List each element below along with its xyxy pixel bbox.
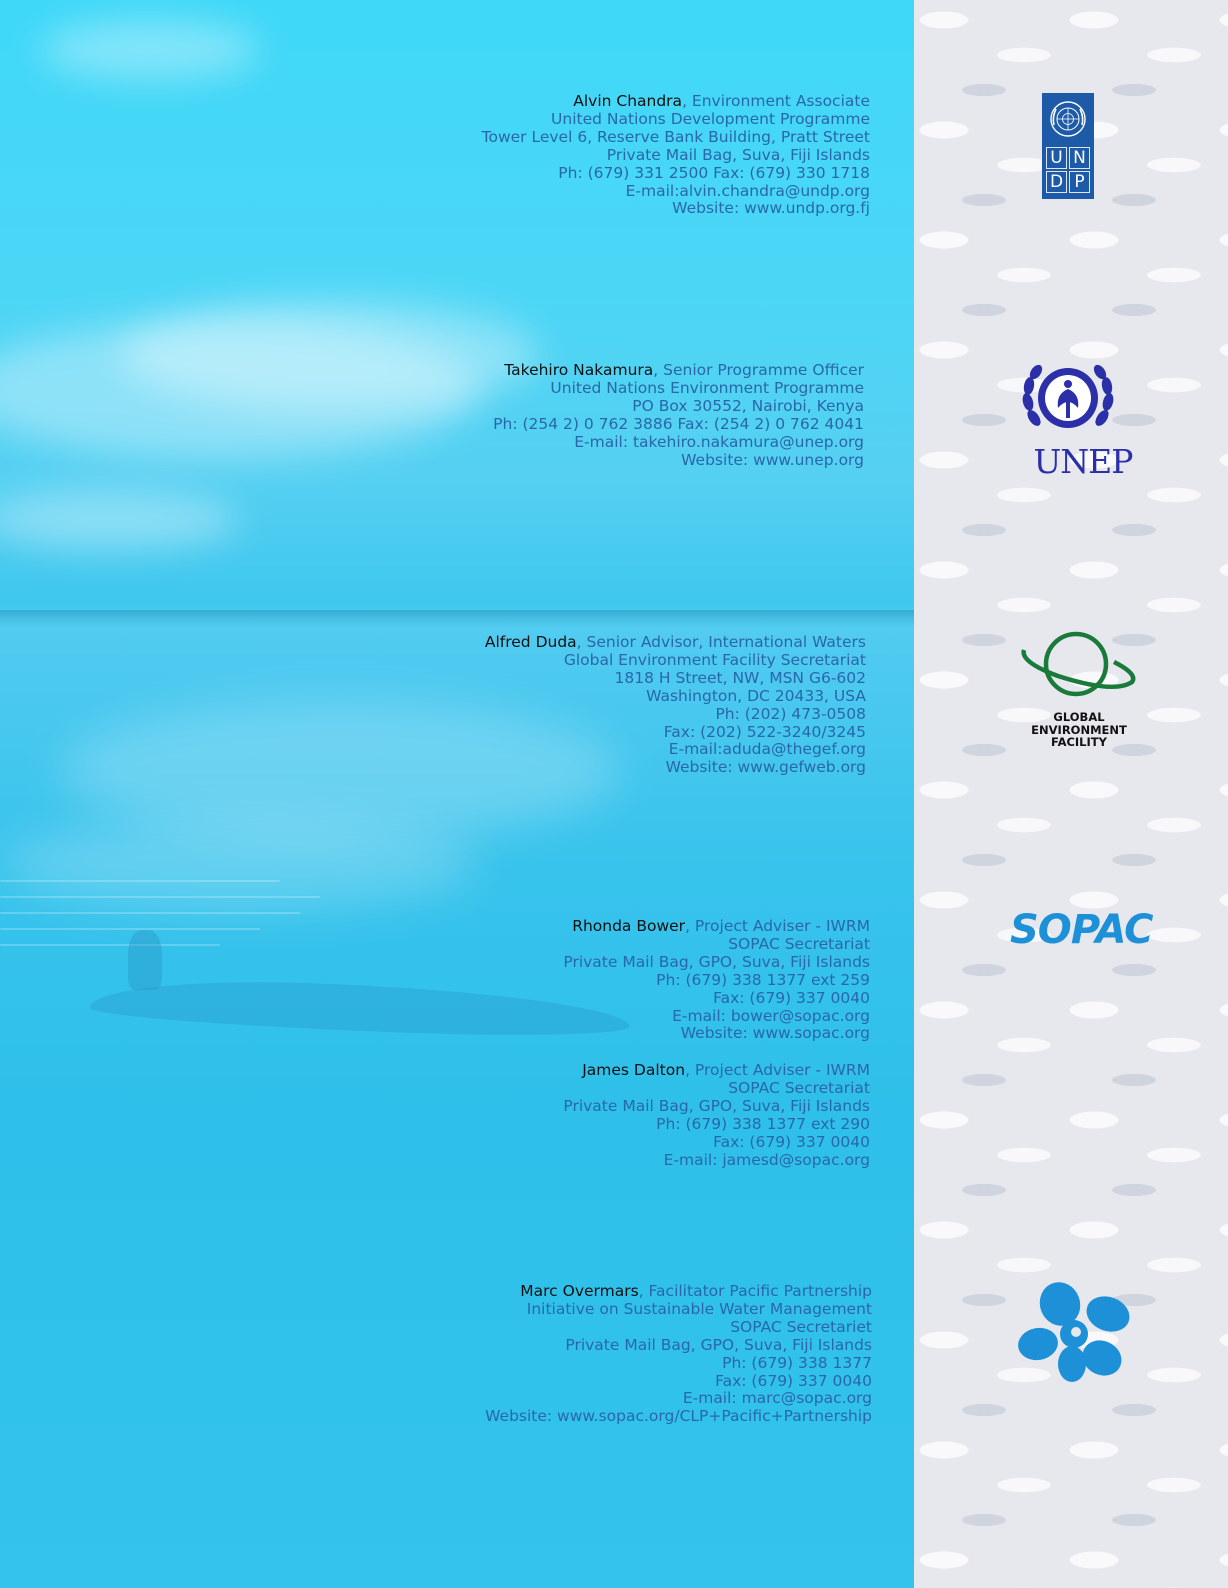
undp-logo <box>1042 93 1094 199</box>
contact-line: Ph: (679) 331 2500 Fax: (679) 330 1718 <box>558 163 870 182</box>
contact-title: , Facilitator Pacific Partnership <box>638 1282 872 1300</box>
contact-line: Initiative on Sustainable Water Management <box>526 1299 872 1318</box>
unep-laurel-icon <box>1018 358 1118 444</box>
contact-name: Rhonda Bower <box>572 917 686 935</box>
contact-website: Website: www.sopac.org/CLP+Pacific+Partnership <box>485 1407 872 1426</box>
contact-email: E-mail: bower@sopac.org <box>672 1006 870 1025</box>
unep-wordmark: UNEP <box>1033 442 1133 481</box>
contact-line: SOPAC Secretariat <box>728 1078 870 1097</box>
contact-line: Ph: (202) 473-0508 <box>715 704 866 723</box>
contact-website: Website: www.unep.org <box>681 450 864 469</box>
undp-letter-n: N <box>1069 147 1090 169</box>
contact-line: Global Environment Facility Secretariat <box>563 650 866 669</box>
four-petal-flower-icon <box>1018 1278 1136 1386</box>
contact-line: Private Mail Bag, GPO, Suva, Fiji Islands <box>565 1335 872 1354</box>
contact-block-gef <box>0 634 866 777</box>
contact-email: E-mail:alvin.chandra@undp.org <box>625 181 870 200</box>
contact-line: Private Mail Bag, GPO, Suva, Fiji Islands <box>563 952 870 971</box>
contact-heading <box>0 1283 872 1301</box>
gef-ringed-globe-icon <box>1018 628 1138 706</box>
undp-letter-p: P <box>1069 171 1090 193</box>
undp-letter-u: U <box>1046 147 1067 169</box>
contact-website: Website: www.undp.org.fj <box>672 199 870 218</box>
contact-line: 1818 H Street, NW, MSN G6-602 <box>614 668 866 687</box>
contact-line: Fax: (679) 337 0040 <box>715 1371 872 1390</box>
contact-email: E-mail:aduda@thegef.org <box>668 740 866 759</box>
contact-block-unep <box>0 362 864 469</box>
contact-line: Ph: (679) 338 1377 ext 259 <box>656 970 870 989</box>
contact-title: , Project Adviser - IWRM <box>685 917 870 935</box>
contact-line: Ph: (679) 338 1377 ext 290 <box>656 1114 870 1133</box>
contact-email: E-mail: jamesd@sopac.org <box>663 1150 870 1169</box>
gef-line-2: ENVIRONMENT <box>1031 722 1127 737</box>
contact-line: PO Box 30552, Nairobi, Kenya <box>632 396 864 415</box>
contact-name: Alfred Duda <box>484 633 577 651</box>
contact-website: Website: www.gefweb.org <box>665 758 866 777</box>
undp-letter-d: D <box>1046 171 1067 193</box>
contact-line: United Nations Development Programme <box>551 109 870 128</box>
contact-line: United Nations Environment Programme <box>550 378 864 397</box>
gef-line-1: GLOBAL <box>1053 710 1105 724</box>
contact-heading <box>0 1062 870 1080</box>
contact-title: , Senior Programme Officer <box>653 361 864 379</box>
contact-email: E-mail: marc@sopac.org <box>682 1389 872 1408</box>
contact-line: Private Mail Bag, GPO, Suva, Fiji Islands <box>563 1096 870 1115</box>
contact-block-pacific-partnership <box>0 1283 872 1426</box>
distant-shoreline <box>0 610 914 626</box>
contact-name: Alvin Chandra <box>573 92 683 110</box>
contact-line: Ph: (679) 338 1377 <box>722 1353 872 1372</box>
sopac-wordmark: SOPAC <box>1010 907 1153 953</box>
contact-line: Ph: (254 2) 0 762 3886 Fax: (254 2) 0 762 4041 <box>493 414 864 433</box>
contact-block-sopac-dalton <box>0 1062 870 1169</box>
contact-heading <box>0 362 864 380</box>
contact-line: SOPAC Secretariat <box>728 934 870 953</box>
contact-line: Private Mail Bag, Suva, Fiji Islands <box>606 145 870 164</box>
gef-line-3: FACILITY <box>1051 735 1107 749</box>
contact-heading <box>0 93 870 111</box>
contact-name: Marc Overmars <box>520 1282 639 1300</box>
contact-name: James Dalton <box>582 1061 686 1079</box>
contact-line: Tower Level 6, Reserve Bank Building, Pratt Street <box>481 127 870 146</box>
contact-heading <box>0 918 870 936</box>
contact-heading <box>0 634 866 652</box>
contact-line: Fax: (679) 337 0040 <box>713 1132 870 1151</box>
contact-block-undp <box>0 93 870 218</box>
contact-title: , Environment Associate <box>682 92 870 110</box>
contact-line: Fax: (202) 522-3240/3245 <box>663 722 866 741</box>
un-emblem-icon <box>1048 99 1088 139</box>
contact-block-sopac-bower <box>0 918 870 1043</box>
gef-wordmark <box>1014 711 1144 749</box>
contact-email: E-mail: takehiro.nakamura@unep.org <box>574 432 864 451</box>
contact-line: Fax: (679) 337 0040 <box>713 988 870 1007</box>
contact-line: SOPAC Secretariet <box>730 1317 872 1336</box>
contact-title: , Project Adviser - IWRM <box>685 1061 870 1079</box>
contact-name: Takehiro Nakamura <box>504 361 654 379</box>
contact-line: Washington, DC 20433, USA <box>646 686 866 705</box>
contact-website: Website: www.sopac.org <box>680 1024 870 1043</box>
contact-title: , Senior Advisor, International Waters <box>576 633 866 651</box>
